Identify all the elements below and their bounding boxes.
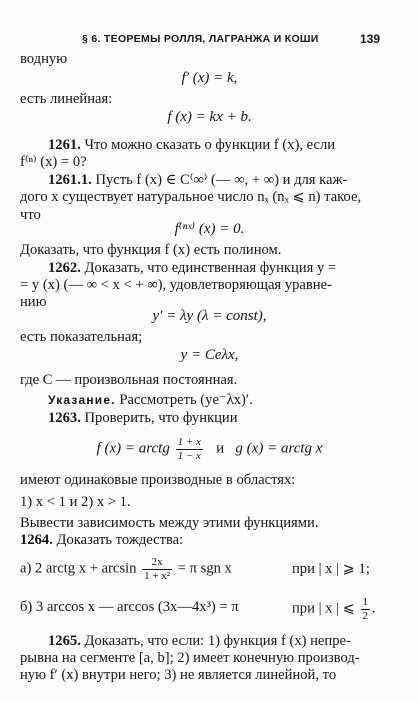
fraction: $\frac{1 + x}{1 - x}$	[177, 436, 201, 462]
problem-number: 1263.	[48, 410, 81, 426]
problem-text: Доказать, что единственная функция y =	[84, 260, 337, 276]
problem-number: 1261.1.	[48, 172, 92, 188]
hint-line	[48, 392, 253, 409]
problem-1264	[20, 532, 183, 549]
text-line: есть показательная;	[20, 329, 143, 345]
problem-number: 1265.	[48, 633, 81, 649]
formula: y′ = λy (λ = const),	[152, 308, 267, 324]
problem-number: 1261.	[48, 137, 81, 153]
condition-b: при | x | ⩽ $\frac{1}{2}$ .	[292, 596, 376, 622]
running-header: § 6. ТЕОРЕМЫ РОЛЛЯ, ЛАГРАНЖА И КОШИ	[82, 33, 319, 45]
identity-a: а) 2 arctg x + arcsin $\frac{2x}{\text{1 + x²}}$ = π sgn x	[20, 556, 232, 582]
formula: f′ (x) = k,	[181, 70, 238, 86]
text-line: дого x существует натуральное число nₓ (nₓ ⩽ n) такое,	[20, 189, 362, 205]
formula: y = Ceλx,	[180, 347, 239, 363]
problem-1261	[48, 137, 335, 154]
fraction: $\frac{2x}{\text{1 + x²}}$	[144, 556, 171, 582]
problem-text: Проверить, что функции	[84, 410, 238, 426]
problem-1263	[48, 410, 238, 427]
hint-text: Рассмотреть (ye⁻λx)′.	[119, 392, 253, 408]
problem-number: 1264.	[20, 532, 53, 548]
page-number: 139	[360, 32, 381, 46]
text-line: есть линейная:	[20, 91, 113, 107]
text-line: что	[20, 207, 41, 223]
formula: f⁽ⁿˣ⁾ (x) = 0.	[174, 221, 245, 237]
text-line: рывна на сегменте [a, b]; 2) имеет конечную производ-	[20, 650, 360, 666]
problem-1265	[48, 633, 351, 650]
text-line: Вывести зависимость между этими функциями.	[20, 515, 319, 531]
problem-number: 1262.	[48, 260, 81, 276]
text-line: 1) x < 1 и 2) x > 1.	[20, 494, 131, 510]
problem-1261-1	[48, 172, 347, 189]
text-line: имеют одинаковые производные в областях:	[20, 472, 296, 488]
condition-a: при | x | ⩾ 1;	[292, 561, 370, 577]
text-line: водную	[20, 51, 68, 67]
identity-b: б) 3 arccos x — arccos (3x—4x³) = π	[20, 599, 239, 615]
fraction: $\frac{1}{2}$	[362, 596, 369, 622]
text-line: = y (x) (— ∞ < x < + ∞), удовлетворяющая уравне-	[20, 277, 332, 293]
problem-text: Пусть f (x) ∈ C⁽∞⁾ (— ∞, + ∞) и для каж-	[95, 172, 348, 188]
text-line: Доказать, что функция f (x) есть полином.	[20, 242, 282, 258]
text-line: где C — произвольная постоянная.	[20, 372, 238, 388]
text-line: ную f′ (x) внутри него; 3) не является линейной, то	[20, 667, 337, 683]
text-line: f⁽ⁿ⁾ (x) = 0?	[20, 154, 87, 170]
problem-text: Что можно сказать о функции f (x), если	[84, 137, 336, 153]
problem-1262	[48, 260, 336, 277]
formula: f (x) = kx + b.	[167, 109, 252, 125]
problem-text: Доказать, что если: 1) функция f (x) непре-	[84, 633, 351, 649]
problem-text: Доказать тождества:	[56, 532, 184, 548]
formula-1263: f (x) = arctg $\frac{1 + x}{1 - x}$ и g (x) = arctg x	[96, 436, 323, 462]
hint-label: Указание.	[48, 393, 116, 407]
text-line: нию	[20, 294, 47, 310]
